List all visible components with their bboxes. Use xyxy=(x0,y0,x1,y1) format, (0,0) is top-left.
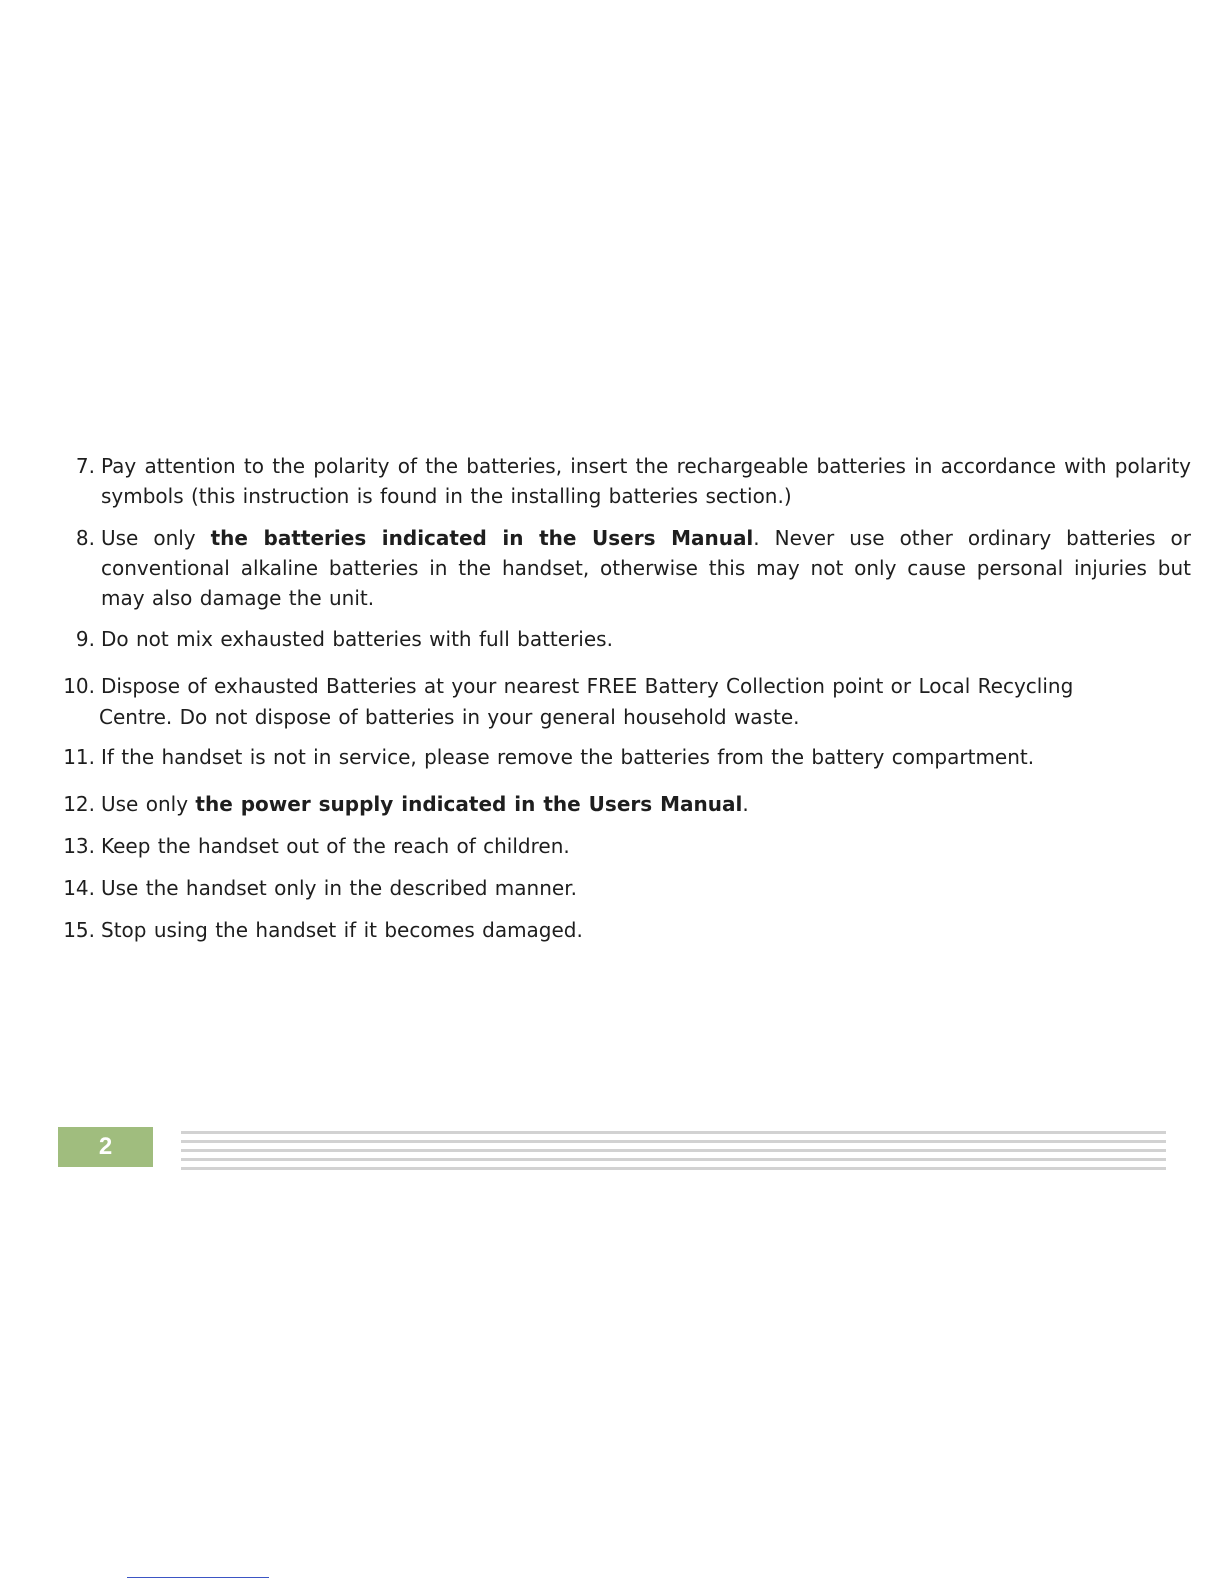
item-emphasis: the batteries indicated in the Users Manual xyxy=(210,526,754,550)
item-text: Stop using the handset if it becomes damaged. xyxy=(101,918,583,942)
item-text: If the handset is not in service, please remove the batteries from the battery compartment. xyxy=(101,745,1035,769)
footer-rule xyxy=(181,1149,1166,1152)
item-number: 12. xyxy=(63,792,95,816)
item-number: 8. xyxy=(75,526,95,550)
item-text: Use only the batteries indicated in the Users Manual. Never use other ordinary batteries or conventional alkaline batteries in the handset, otherwise this may not only cause personal injuries but may also damage the unit. xyxy=(101,526,1191,610)
item-text: Keep the handset out of the reach of children. xyxy=(101,834,570,858)
footer-rule xyxy=(181,1167,1166,1170)
item-number: 9. xyxy=(75,627,95,651)
item-number: 7. xyxy=(75,454,95,478)
footer-rules xyxy=(181,1131,1166,1171)
footer-rule xyxy=(181,1140,1166,1143)
item-number: 10. xyxy=(63,674,95,698)
item-text: Do not mix exhausted batteries with full batteries. xyxy=(101,627,613,651)
item-text: Use the handset only in the described manner. xyxy=(101,876,577,900)
item-text-line-2: Centre. Do not dispose of batteries in your general household waste. xyxy=(99,705,800,729)
item-text-line-1: Dispose of exhausted Batteries at your nearest FREE Battery Collection point or Local Recycling xyxy=(101,674,1074,698)
item-number: 15. xyxy=(63,918,95,942)
item-text: Use only the power supply indicated in the Users Manual. xyxy=(101,792,749,816)
item-number: 13. xyxy=(63,834,95,858)
footer-rule xyxy=(181,1131,1166,1134)
bottom-underline xyxy=(127,1577,269,1578)
page-number-badge: 2 xyxy=(58,1127,153,1167)
item-number: 11. xyxy=(63,745,95,769)
item-text: Pay attention to the polarity of the batteries, insert the rechargeable batteries in accordance with polarity symbols (this instruction is found in the installing batteries section.) xyxy=(101,454,1191,508)
footer-rule xyxy=(181,1158,1166,1161)
item-emphasis: the power supply indicated in the Users Manual xyxy=(195,792,743,816)
item-number: 14. xyxy=(63,876,95,900)
